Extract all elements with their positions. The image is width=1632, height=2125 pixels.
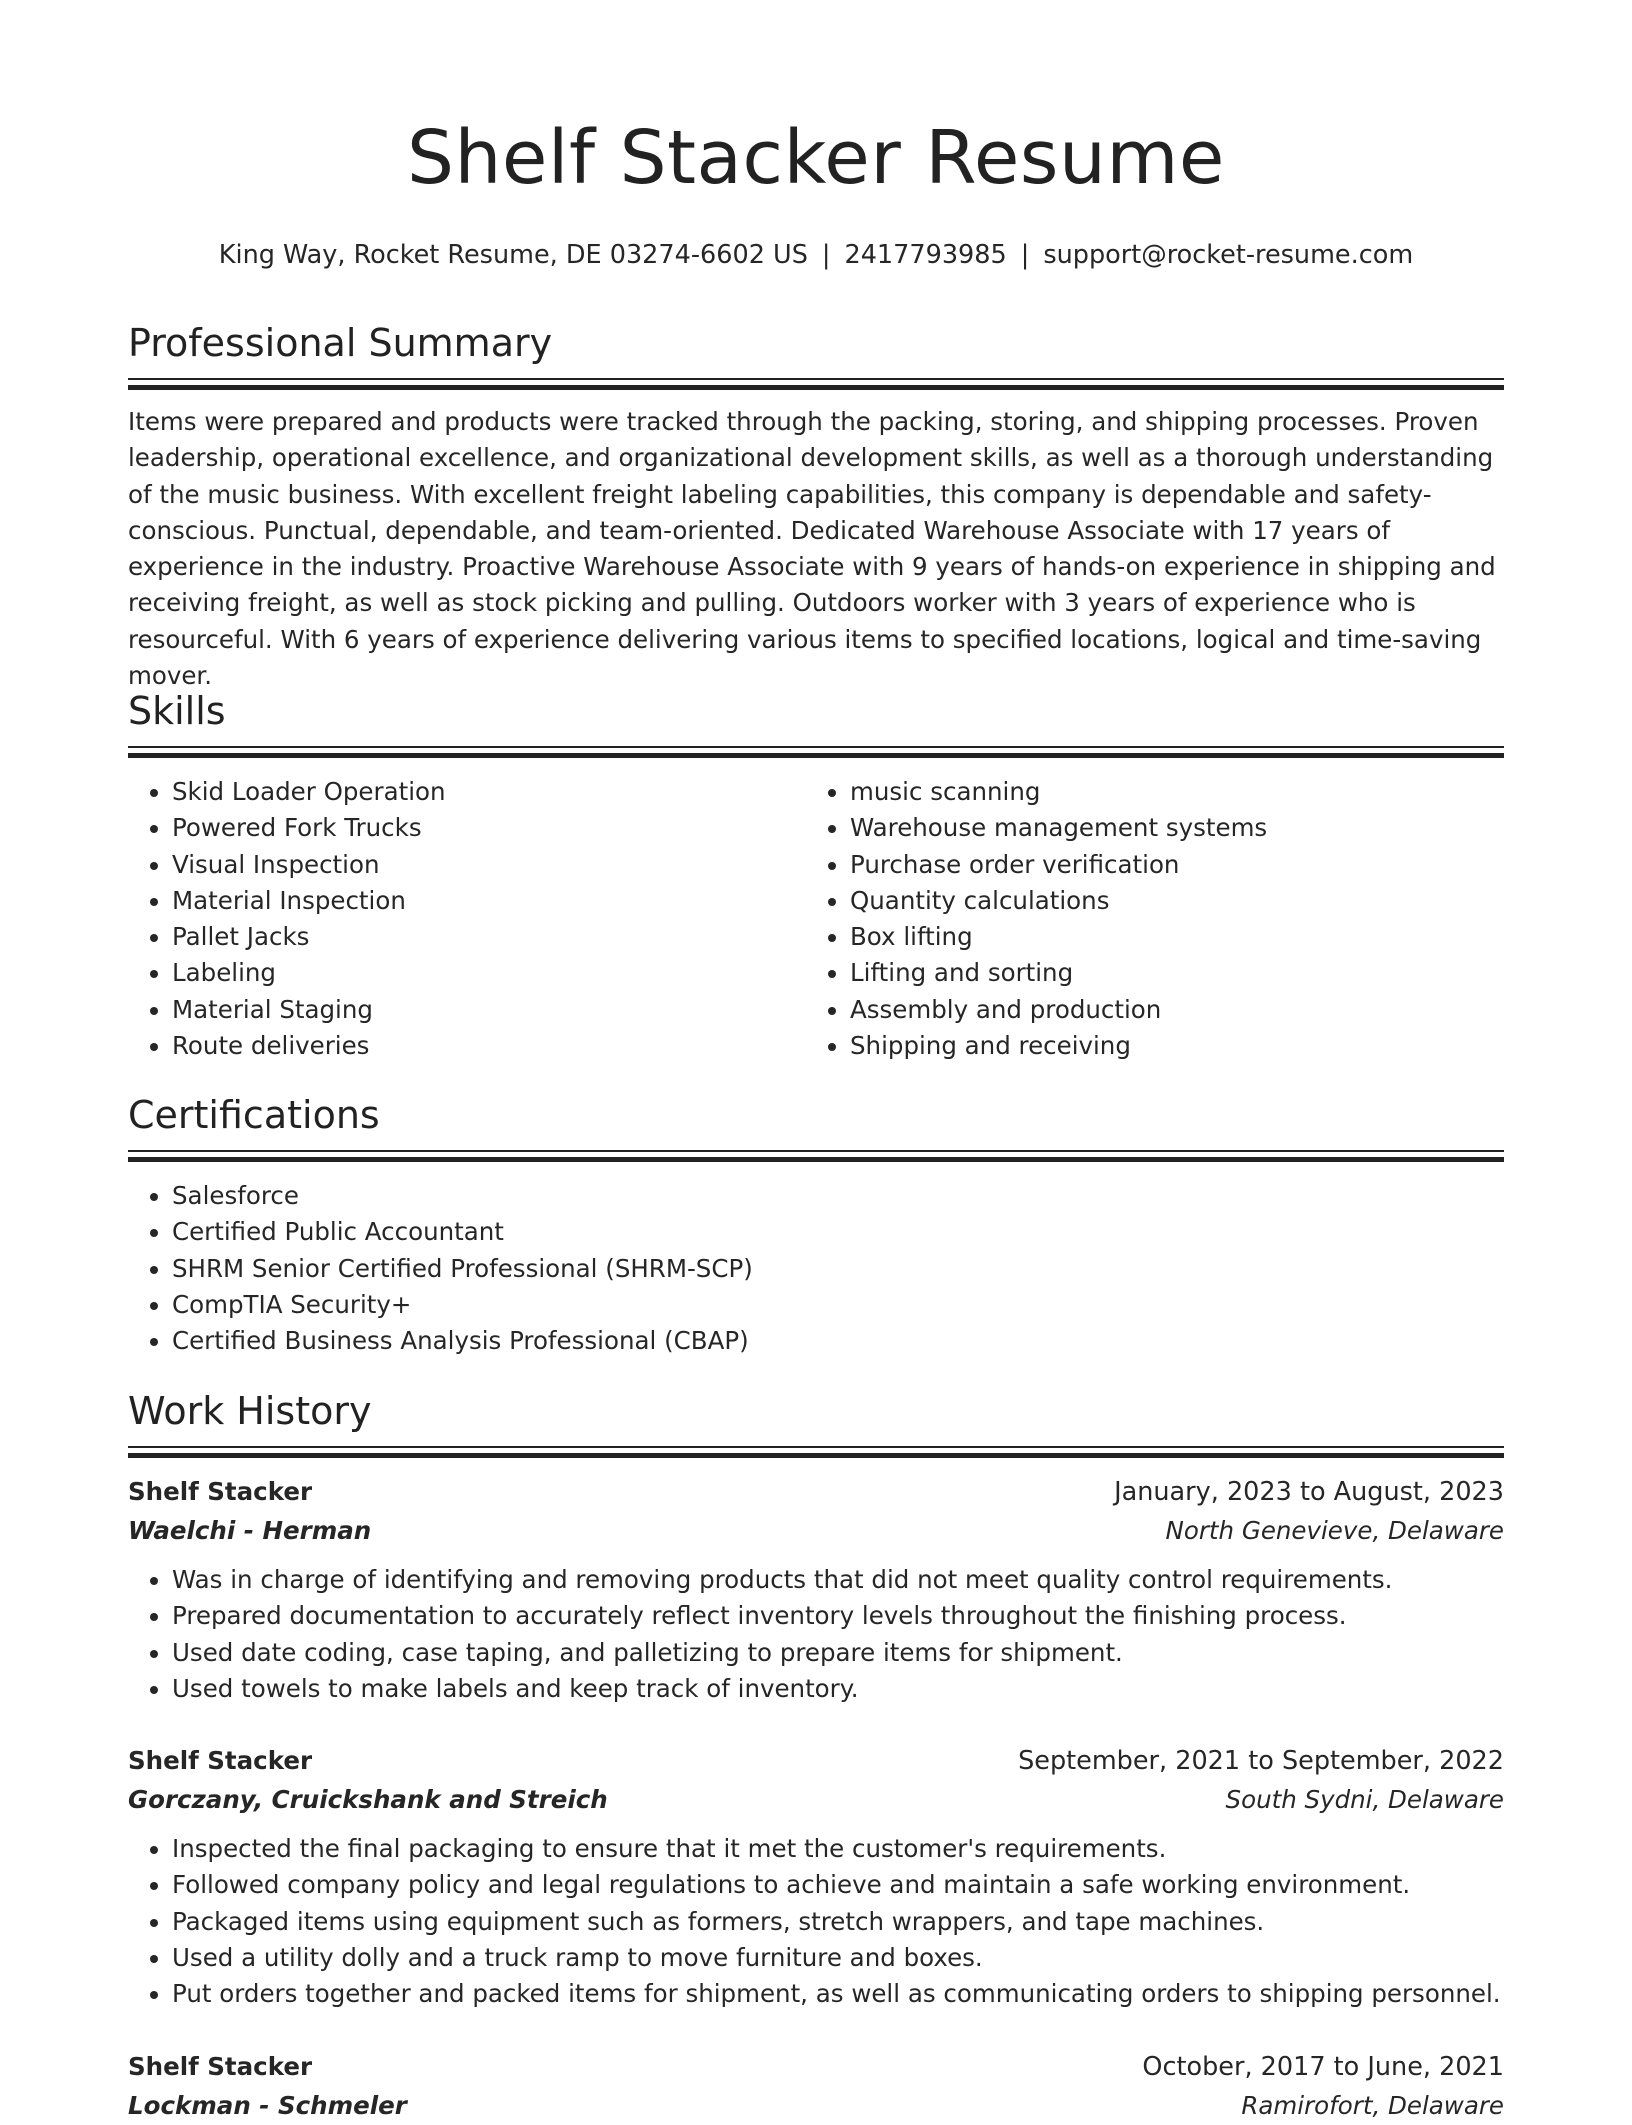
contact-separator: | xyxy=(1020,240,1030,270)
job-dates: September, 2021 to September, 2022 xyxy=(1018,1746,1504,1777)
job-company: Gorczany, Cruickshank and Streich xyxy=(128,1785,608,1815)
skill-item: • Purchase order verification xyxy=(850,847,1484,883)
skill-item: • Quantity calculations xyxy=(850,883,1484,919)
skill-item: • Labeling xyxy=(172,955,806,991)
certifications-list xyxy=(128,1178,1504,1359)
job-dates: October, 2017 to June, 2021 xyxy=(1142,2051,1504,2082)
skill-item: • Route deliveries xyxy=(172,1028,806,1064)
job-bullets xyxy=(128,1562,1504,1707)
skill-item: • Visual Inspection xyxy=(172,847,806,883)
job-bullet: • Used towels to make labels and keep track of inventory. xyxy=(172,1671,1504,1707)
certifications-section xyxy=(128,1092,1504,1359)
job-bullet: • Prepared documentation to accurately reflect inventory levels throughout the finishing process. xyxy=(172,1598,1504,1634)
section-divider xyxy=(128,1446,1504,1458)
job-location: Ramirofort, Delaware xyxy=(1241,2090,1504,2120)
skills-left-column xyxy=(128,774,806,1064)
skill-item: • Warehouse management systems xyxy=(850,810,1484,846)
skills-section xyxy=(128,688,1504,1064)
certification-item: • Salesforce xyxy=(172,1178,1504,1214)
job-bullet: • Used date coding, case taping, and palletizing to prepare items for shipment. xyxy=(172,1635,1504,1671)
skill-item: • Material Inspection xyxy=(172,883,806,919)
skill-item: • Material Staging xyxy=(172,992,806,1028)
summary-text: Items were prepared and products were tracked through the packing, storing, and shipping processes. Proven leadership, operational excellence, and organizational development skills, as well as a thorough understanding of the music business. With excellent freight labeling capabilities, this company is dependable and safety-conscious. Punctual, dependable, and team-oriented. Dedicated Warehouse Associate with 17 years of experience in the industry. Proactive Warehouse Associate with 9 years of hands-on experience in shipping and receiving freight, as well as stock picking and pulling. Outdoors worker with 3 years of experience who is resourceful. With 6 years of experience delivering various items to specified locations, logical and time-saving mover. xyxy=(128,407,1496,691)
summary-section xyxy=(128,320,1504,694)
skill-item: • Box lifting xyxy=(850,919,1484,955)
job-title: Shelf Stacker xyxy=(128,2051,313,2081)
certification-item: • SHRM Senior Certified Professional (SHRM-SCP) xyxy=(172,1251,1504,1287)
resume-title: Shelf Stacker Resume xyxy=(407,115,1225,201)
job-entry xyxy=(128,1741,1504,2012)
skills-heading: Skills xyxy=(128,689,226,733)
job-location: North Genevieve, Delaware xyxy=(1165,1516,1504,1545)
skill-item: • Lifting and sorting xyxy=(850,955,1484,991)
job-company: Waelchi - Herman xyxy=(128,1516,372,1545)
summary-heading: Professional Summary xyxy=(128,321,553,365)
contact-address: King Way, Rocket Resume, DE 03274-6602 US xyxy=(218,240,808,270)
job-bullet: • Put orders together and packed items for shipment, as well as communicating orders to shipping personnel. xyxy=(172,1976,1504,2012)
job-location: South Sydni, Delaware xyxy=(1225,1785,1504,1815)
section-divider xyxy=(128,746,1504,758)
job-bullets xyxy=(128,1831,1504,2012)
certification-item: • Certified Business Analysis Professional (CBAP) xyxy=(172,1323,1504,1359)
skill-item: • Powered Fork Trucks xyxy=(172,810,806,846)
job-entry xyxy=(128,2047,1504,2125)
certification-item: • CompTIA Security+ xyxy=(172,1287,1504,1323)
section-divider xyxy=(128,378,1504,390)
contact-line xyxy=(128,240,1504,270)
job-entry xyxy=(128,1472,1504,1707)
job-bullet: • Packaged items using equipment such as formers, stretch wrappers, and tape machines. xyxy=(172,1904,1504,1940)
certifications-heading: Certifications xyxy=(128,1093,380,1137)
work-history-section xyxy=(128,1388,1504,2125)
contact-separator: | xyxy=(821,240,831,270)
skills-right-column xyxy=(806,774,1484,1064)
skill-item: • Assembly and production xyxy=(850,992,1484,1028)
skills-columns xyxy=(128,774,1504,1064)
section-divider xyxy=(128,1150,1504,1162)
work-history-heading: Work History xyxy=(128,1389,372,1433)
skill-item: • Pallet Jacks xyxy=(172,919,806,955)
job-bullet: • Was in charge of identifying and removing products that did not meet quality control requirements. xyxy=(172,1562,1504,1598)
job-bullet: • Used a utility dolly and a truck ramp to move furniture and boxes. xyxy=(172,1940,1504,1976)
job-title: Shelf Stacker xyxy=(128,1746,313,1776)
job-bullet: • Followed company policy and legal regulations to achieve and maintain a safe working environment. xyxy=(172,1867,1504,1903)
contact-email: support@rocket-resume.com xyxy=(1043,240,1414,270)
skill-item: • Shipping and receiving xyxy=(850,1028,1484,1064)
skill-item: • music scanning xyxy=(850,774,1484,810)
job-company: Lockman - Schmeler xyxy=(128,2090,407,2120)
job-title: Shelf Stacker xyxy=(128,1477,313,1506)
certification-item: • Certified Public Accountant xyxy=(172,1214,1504,1250)
skill-item: • Skid Loader Operation xyxy=(172,774,806,810)
job-dates: January, 2023 to August, 2023 xyxy=(1114,1477,1504,1507)
contact-phone: 2417793985 xyxy=(844,240,1007,270)
job-bullet: • Inspected the final packaging to ensure that it met the customer's requirements. xyxy=(172,1831,1504,1867)
